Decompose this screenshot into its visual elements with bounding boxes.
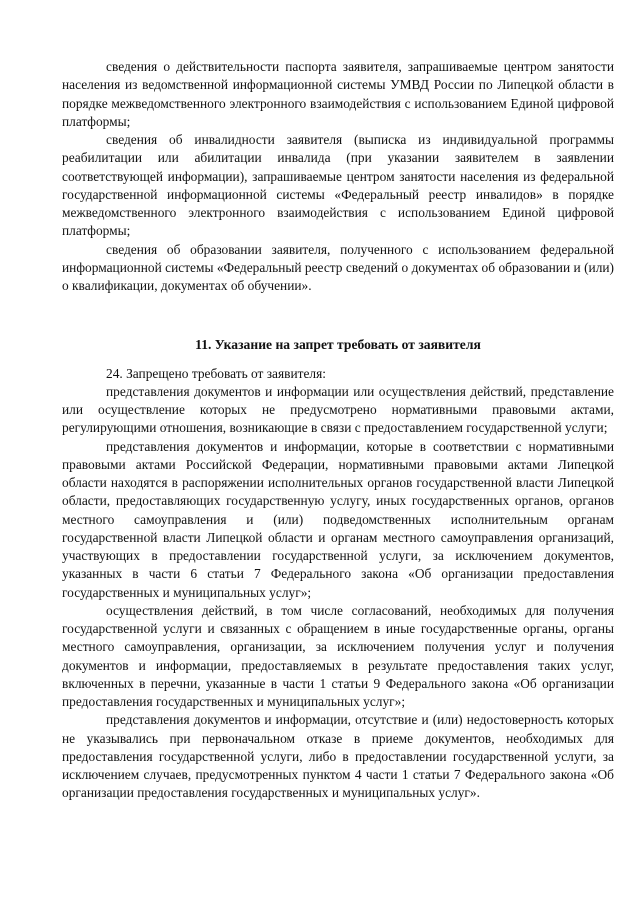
section-spacer xyxy=(62,295,614,308)
paragraph-prohibition-1: представления документов и информации или осуществления действий, представление или осуществление которых не предусмотрено нормативными правовыми актами, регулирующими отношения, возникающие в связи с предоставлением государственной услуги; xyxy=(62,383,614,436)
paragraph-prohibition-2: представления документов и информации, которые в соответствии с нормативными правовыми актами Российской Федерации, нормативными правовыми актами Липецкой области находятся в распоряжении исполнительных органов государственной власти Липецкой области, предоставляющих государственную услугу, иных государственных органов, органов местного самоуправления и (или) подведомственных исполнительным органам государственной власти Липецкой области и органам местного самоуправления организаций, участвующих в предоставлении государственной услуги, за исключением документов, указанных в части 6 статьи 7 Федерального закона «Об организации предоставления государственных и муниципальных услуг»; xyxy=(62,438,614,600)
paragraph-item-24: 24. Запрещено требовать от заявителя: xyxy=(106,365,326,381)
document-page xyxy=(62,58,614,803)
paragraph-education-info: сведения об образовании заявителя, полученного с использованием федеральной информационной системы «Федеральный реестр сведений о документах об образовании и (или) о квалификации, документах об обучении». xyxy=(62,241,614,293)
paragraph-disability-info: сведения об инвалидности заявителя (выписка из индивидуальной программы реабилитации или абилитации инвалида (при указании заявителем в заявлении соответствующей информации), запрашиваемые центром занятости населения из федеральной государственной информационной системы «Федеральный реестр инвалидов» в порядке межведомственного электронного взаимодействия с использованием Единой цифровой платформы; xyxy=(62,132,614,239)
paragraph-prohibition-3: осуществления действий, в том числе согласований, необходимых для получения государственной услуги и связанных с обращением в иные государственные органы, органы местного самоуправления, организации, за исключением получения услуг и получения документов и информации, предоставляемых в результате предоставления таких услуг, включенных в перечни, указанные в части 1 статьи 9 Федерального закона «Об организации предоставления государственных и муниципальных услуг»; xyxy=(62,602,614,709)
section-heading: 11. Указание на запрет требовать от заявителя xyxy=(195,337,481,353)
paragraph-prohibition-4: представления документов и информации, отсутствие и (или) недостоверность которых не указывались при первоначальном отказе в приеме документов, необходимых для предоставления государственной услуги, либо в предоставлении государственной услуги, за исключением случаев, предусмотренных пунктом 4 части 1 статьи 7 Федерального закона «Об организации предоставления государственных и муниципальных услуг». xyxy=(62,712,614,801)
paragraph-passport-info: сведения о действительности паспорта заявителя, запрашиваемые центром занятости населения из ведомственной информационной системы УМВД России по Липецкой области в порядке межведомственного электронного взаимодействия с использованием Единой цифровой платформы; xyxy=(62,59,614,129)
